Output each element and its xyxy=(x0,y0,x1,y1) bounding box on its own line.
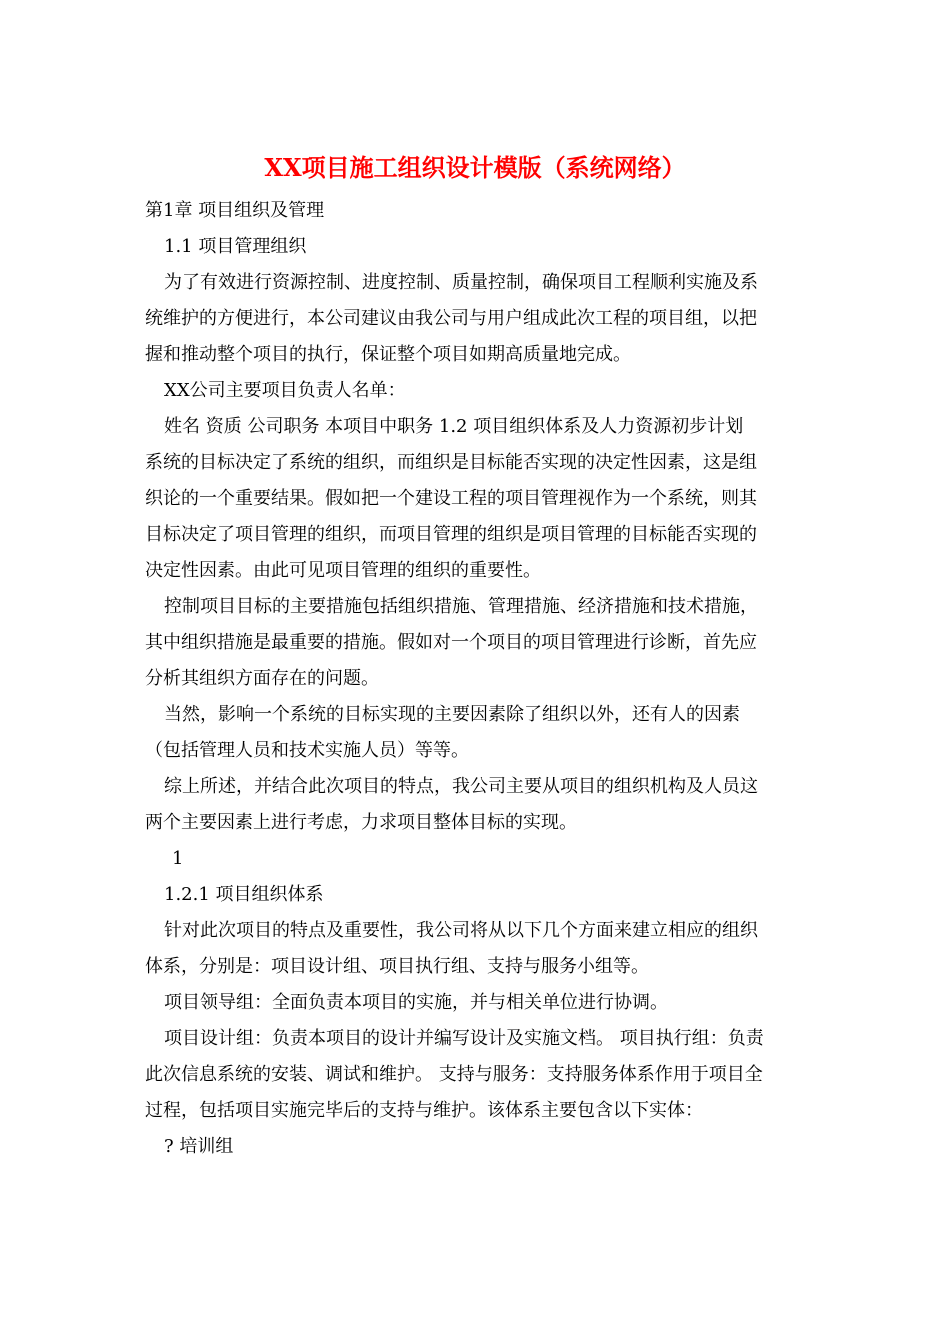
paragraph-line: 统维护的方便进行，本公司建议由我公司与用户组成此次工程的项目组，以把 xyxy=(145,308,757,329)
paragraph-line: 目标决定了项目管理的组织，而项目管理的组织是项目管理的目标能否实现的 xyxy=(145,524,757,545)
paragraph-line: 为了有效进行资源控制、进度控制、质量控制，确保项目工程顺利实施及系 xyxy=(164,272,758,293)
paragraph-line: 系统的目标决定了系统的组织，而组织是目标能否实现的决定性因素，这是组 xyxy=(145,452,757,473)
paragraph-line: 握和推动整个项目的执行，保证整个项目如期高质量地完成。 xyxy=(145,344,631,365)
paragraph-line: 项目领导组：全面负责本项目的实施，并与相关单位进行协调。 xyxy=(164,992,668,1013)
paragraph-line: 两个主要因素上进行考虑，力求项目整体目标的实现。 xyxy=(145,812,577,833)
paragraph-line: 分析其组织方面存在的问题。 xyxy=(145,668,379,689)
paragraph-line: 控制项目目标的主要措施包括组织措施、管理措施、经济措施和技术措施， xyxy=(164,596,758,617)
paragraph-line: 决定性因素。由此可见项目管理的组织的重要性。 xyxy=(145,560,541,581)
chapter-heading: 第1章 项目组织及管理 xyxy=(145,200,325,221)
paragraph-line: 体系，分别是：项目设计组、项目执行组、支持与服务小组等。 xyxy=(145,956,649,977)
paragraph-line: 当然，影响一个系统的目标实现的主要因素除了组织以外，还有人的因素 xyxy=(164,704,740,725)
section-heading: 1.1 项目管理组织 xyxy=(164,236,307,257)
paragraph-line: XX公司主要项目负责人名单： xyxy=(164,380,406,401)
document-title: XX项目施工组织设计模版（系统网络） xyxy=(264,153,686,182)
subsection-heading: 1.2.1 项目组织体系 xyxy=(164,884,324,905)
paragraph-line: 姓名 资质 公司职务 本项目中职务 1.2 项目组织体系及人力资源初步计划 xyxy=(164,416,744,437)
paragraph-line: 针对此次项目的特点及重要性，我公司将从以下几个方面来建立相应的组织 xyxy=(164,920,758,941)
paragraph-line: 项目设计组：负责本项目的设计并编写设计及实施文档。 项目执行组：负责 xyxy=(164,1028,764,1049)
paragraph-line: 其中组织措施是最重要的措施。假如对一个项目的项目管理进行诊断，首先应 xyxy=(145,632,757,653)
paragraph-line: 织论的一个重要结果。假如把一个建设工程的项目管理视作为一个系统，则其 xyxy=(145,488,757,509)
paragraph-line: （包括管理人员和技术实施人员）等等。 xyxy=(145,740,469,761)
page-number: 1 xyxy=(172,848,184,869)
paragraph-line: 此次信息系统的安装、调试和维护。 支持与服务：支持服务体系作用于项目全 xyxy=(145,1064,763,1085)
list-item: ? 培训组 xyxy=(164,1136,234,1157)
paragraph-line: 综上所述，并结合此次项目的特点，我公司主要从项目的组织机构及人员这 xyxy=(164,776,758,797)
paragraph-line: 过程，包括项目实施完毕后的支持与维护。该体系主要包含以下实体： xyxy=(145,1100,703,1121)
